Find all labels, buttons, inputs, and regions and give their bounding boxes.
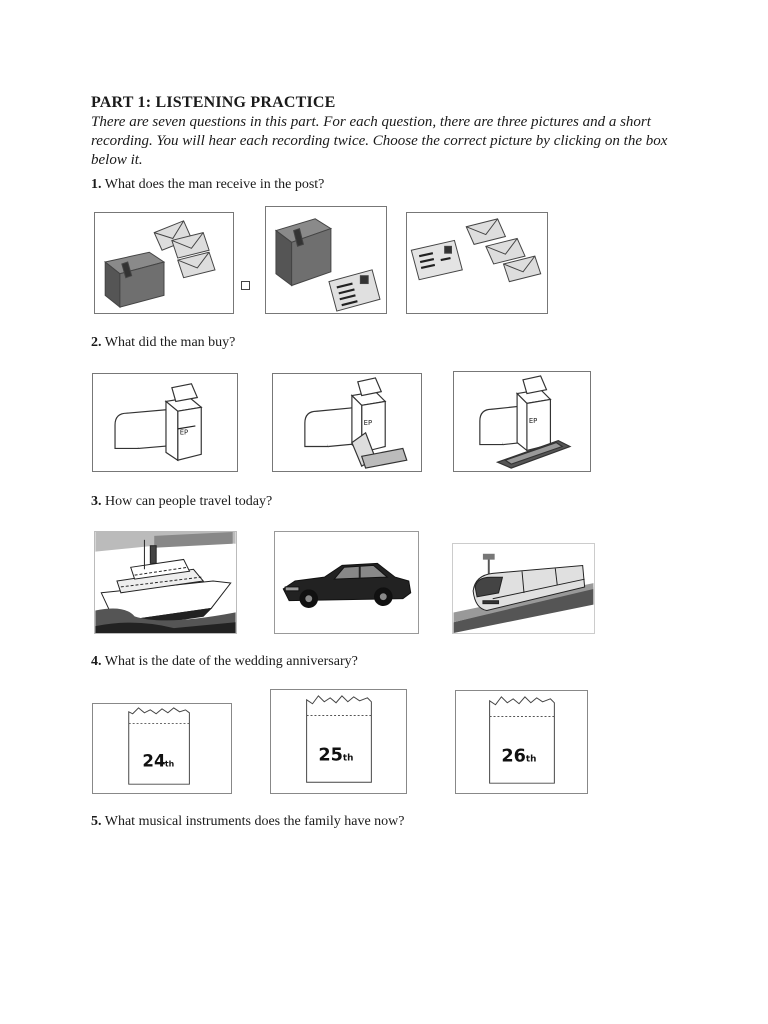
question-text: What is the date of the wedding anniversary? [101, 654, 358, 669]
svg-text:th: th [164, 759, 175, 769]
option-picture-bread-milk-and-tv[interactable] [453, 371, 591, 472]
option-picture-train[interactable] [452, 543, 595, 634]
option-picture-date-24[interactable] [92, 703, 232, 794]
date-number-24: 24 [142, 751, 166, 771]
instructions: There are seven questions in this part. For each question, there are three pictures and a short recording. You will hear each recording twice. Choose the correct picture by clicking on the box below it. [91, 114, 668, 168]
question-text: How can people travel today? [101, 494, 273, 509]
question-number: 4. [91, 654, 102, 669]
option-picture-bread-milk-and-ticket[interactable] [272, 373, 422, 472]
page-title: PART 1: LISTENING PRACTICE [91, 94, 336, 111]
question-number: 1. [91, 177, 102, 192]
option-picture-bread-and-milk[interactable] [92, 373, 238, 472]
option-picture-ship[interactable] [94, 531, 237, 634]
question-text: What does the man receive in the post? [101, 177, 325, 192]
date-number-25: 25 [318, 745, 343, 766]
option-picture-postcard-and-letters[interactable] [406, 212, 548, 314]
question-number: 2. [91, 335, 102, 350]
question-text: What musical instruments does the family have now? [101, 814, 405, 829]
option-picture-box-and-postcard[interactable] [265, 206, 387, 314]
question-1 [91, 177, 324, 193]
option-picture-date-25[interactable] [270, 689, 407, 794]
question-2 [91, 335, 235, 351]
option-picture-date-26[interactable] [455, 690, 588, 794]
svg-text:th: th [525, 754, 537, 765]
answer-checkbox[interactable] [241, 281, 250, 290]
question-number: 3. [91, 494, 102, 509]
carton-logo: EP [179, 428, 189, 437]
question-5 [91, 814, 405, 830]
option-picture-car[interactable] [274, 531, 419, 634]
question-3 [91, 494, 272, 510]
question-4 [91, 654, 358, 670]
question-number: 5. [91, 814, 102, 829]
svg-text:th: th [342, 753, 354, 764]
date-number-26: 26 [501, 746, 526, 767]
svg-text:EP: EP [528, 416, 538, 425]
svg-text:EP: EP [363, 418, 373, 427]
option-picture-box-and-letters[interactable] [94, 212, 234, 314]
question-text: What did the man buy? [101, 335, 236, 350]
